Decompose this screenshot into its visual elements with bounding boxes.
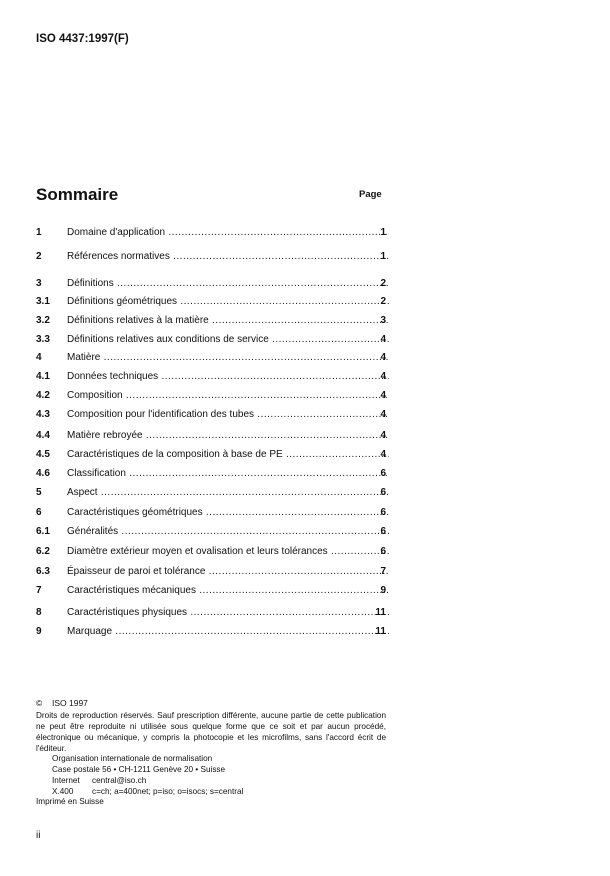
toc-entry-label: Composition ..... bbox=[67, 389, 389, 403]
toc-entry[interactable] bbox=[36, 525, 386, 539]
toc-entry-page: 4 bbox=[380, 390, 386, 401]
toc-entry-number: 3 bbox=[36, 278, 42, 289]
toc-entry-number: 6 bbox=[36, 507, 42, 518]
toc-entry-label: Matière ..... bbox=[67, 351, 389, 365]
toc-entry-number: 2 bbox=[36, 251, 42, 262]
copyright-icon: © bbox=[36, 698, 43, 708]
toc-entry[interactable] bbox=[36, 250, 386, 264]
toc-entry-number: 8 bbox=[36, 607, 42, 618]
toc-entry[interactable] bbox=[36, 295, 386, 309]
toc-entry-label: Épaisseur de paroi et tolérance ..... bbox=[67, 565, 389, 579]
toc-entry-label: Données techniques ..... bbox=[67, 370, 389, 384]
toc-entry-number: 4.5 bbox=[36, 449, 50, 460]
toc-entry-number: 1 bbox=[36, 227, 42, 238]
toc-entry-label: Composition pour l'identification des tubes ..... bbox=[67, 408, 389, 422]
toc-entry-page: 2 bbox=[380, 296, 386, 307]
toc-entry[interactable] bbox=[36, 467, 386, 481]
toc-entry-label: Définitions relatives à la matière ..... bbox=[67, 314, 389, 328]
rights-notice: Droits de reproduction réservés. Sauf prescription différente, aucune partie de cette publication ne peut être reproduite ni utilisée sous quelque forme que ce soit et par aucun procédé, électronique ou mécanique, y compris la photocopie et les microfilms, sans l'accord écrit de l'éditeur. bbox=[36, 711, 386, 753]
toc-entry-page: 4 bbox=[380, 449, 386, 460]
toc-entry-page: 6 bbox=[380, 507, 386, 518]
toc-entry[interactable] bbox=[36, 389, 386, 403]
toc-entry-page: 2 bbox=[380, 278, 386, 289]
toc-entry[interactable] bbox=[36, 565, 386, 579]
toc-entry-number: 3.1 bbox=[36, 296, 50, 307]
toc-entry-page: 9 bbox=[380, 585, 386, 596]
internet-label: Internet bbox=[52, 776, 80, 785]
page-folio: ii bbox=[36, 830, 41, 841]
toc-entry-label: Définitions géométriques ..... bbox=[67, 295, 389, 309]
toc-entry-page: 4 bbox=[380, 430, 386, 441]
toc-entry-label: Généralités ..... bbox=[67, 525, 389, 539]
toc-entry-label: Caractéristiques géométriques ..... bbox=[67, 506, 389, 520]
toc-entry-page: 6 bbox=[380, 526, 386, 537]
toc-entry-number: 4.4 bbox=[36, 430, 50, 441]
toc-entry[interactable] bbox=[36, 606, 386, 620]
toc-entry-page: 3 bbox=[380, 315, 386, 326]
toc-entry-label: Aspect ..... bbox=[67, 486, 389, 500]
toc-entry[interactable] bbox=[36, 351, 386, 365]
toc-entry-label: Définitions ..... bbox=[67, 277, 389, 291]
toc-entry-page: 4 bbox=[380, 409, 386, 420]
toc-entry-page: 1 bbox=[380, 227, 386, 238]
copyright-year: ISO 1997 bbox=[52, 698, 88, 708]
internet-value: central@iso.ch bbox=[92, 776, 147, 785]
toc-entry-label: Caractéristiques mécaniques ..... bbox=[67, 584, 389, 598]
toc-entry-number: 4.3 bbox=[36, 409, 50, 420]
toc-entry-number: 3.3 bbox=[36, 334, 50, 345]
toc-entry-number: 4.1 bbox=[36, 371, 50, 382]
toc-entry[interactable] bbox=[36, 333, 386, 347]
page-column-heading: Page bbox=[359, 189, 382, 200]
toc-entry-page: 11 bbox=[375, 607, 386, 618]
x400-label: X.400 bbox=[52, 787, 74, 796]
standard-id: ISO 4437:1997(F) bbox=[36, 33, 129, 45]
toc-entry-number: 4.2 bbox=[36, 390, 50, 401]
toc-entry-page: 6 bbox=[380, 468, 386, 479]
internet-line bbox=[52, 775, 146, 786]
toc-entry[interactable] bbox=[36, 277, 386, 291]
toc-entry-page: 4 bbox=[380, 352, 386, 363]
toc-entry-page: 11 bbox=[375, 626, 386, 637]
toc-entry[interactable] bbox=[36, 625, 386, 639]
toc-entry-number: 6.1 bbox=[36, 526, 50, 537]
toc-entry[interactable] bbox=[36, 408, 386, 422]
toc-entry[interactable] bbox=[36, 226, 386, 240]
toc-entry-label: Matière rebroyée ..... bbox=[67, 429, 389, 443]
toc-entry-number: 4.6 bbox=[36, 468, 50, 479]
toc-entry-number: 9 bbox=[36, 626, 42, 637]
x400-line bbox=[52, 786, 243, 797]
x400-value: c=ch; a=400net; p=iso; o=isocs; s=central bbox=[92, 787, 244, 796]
toc-entry-label: Diamètre extérieur moyen et ovalisation et leurs tolérances ..... bbox=[67, 545, 389, 559]
toc-entry-number: 3.2 bbox=[36, 315, 50, 326]
toc-entry[interactable] bbox=[36, 314, 386, 328]
toc-entry-label: Définitions relatives aux conditions de service ..... bbox=[67, 333, 389, 347]
toc-entry[interactable] bbox=[36, 370, 386, 384]
toc-entry[interactable] bbox=[36, 545, 386, 559]
toc-entry-label: Références normatives ..... bbox=[67, 250, 389, 264]
toc-entry-page: 1 bbox=[380, 251, 386, 262]
toc-entry-number: 5 bbox=[36, 487, 42, 498]
toc-entry-label: Marquage ..... bbox=[67, 625, 389, 639]
toc-entry[interactable] bbox=[36, 584, 386, 598]
toc-entry[interactable] bbox=[36, 506, 386, 520]
toc-entry-page: 6 bbox=[380, 487, 386, 498]
toc-entry-page: 4 bbox=[380, 371, 386, 382]
toc-entry[interactable] bbox=[36, 429, 386, 443]
toc-title: Sommaire bbox=[36, 185, 119, 204]
toc-entry-number: 6.2 bbox=[36, 546, 50, 557]
toc-entry-label: Classification ..... bbox=[67, 467, 389, 481]
toc-entry-label: Caractéristiques de la composition à base de PE ..... bbox=[67, 448, 389, 462]
toc-entry-page: 7 bbox=[380, 566, 386, 577]
toc-entry-label: Domaine d'application ..... bbox=[67, 226, 389, 240]
org-address: Case postale 56 • CH-1211 Genève 20 • Suisse bbox=[52, 765, 226, 774]
toc-entry-number: 4 bbox=[36, 352, 42, 363]
toc-entry-label: Caractéristiques physiques ..... bbox=[67, 606, 389, 620]
toc-entry-number: 7 bbox=[36, 585, 42, 596]
toc-entry-page: 4 bbox=[380, 334, 386, 345]
toc-entry-page: 6 bbox=[380, 546, 386, 557]
toc-entry[interactable] bbox=[36, 486, 386, 500]
toc-entry[interactable] bbox=[36, 448, 386, 462]
org-name: Organisation internationale de normalisation bbox=[52, 754, 213, 763]
toc-entry-number: 6.3 bbox=[36, 566, 50, 577]
printed-in: Imprimé en Suisse bbox=[36, 797, 104, 806]
